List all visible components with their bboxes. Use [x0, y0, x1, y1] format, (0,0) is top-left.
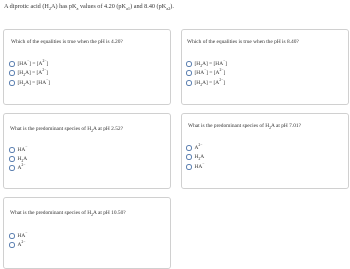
- option-a2[interactable]: [9, 165, 25, 171]
- radio-button[interactable]: [186, 154, 192, 160]
- option-label: $A^{2-}$: [194, 143, 203, 151]
- option-label: HA−: [17, 231, 28, 239]
- radio-button[interactable]: [186, 164, 192, 170]
- radio-button[interactable]: [186, 70, 192, 76]
- question-text: What is the predominant species of $H_2A$ at pH 7.01?: [188, 123, 301, 131]
- option-label: $[H_2A] = [HA^-]$: [194, 59, 228, 69]
- option-label: $H_2A$: [194, 154, 205, 162]
- option-label: HA−: [194, 162, 205, 170]
- radio-button[interactable]: [9, 80, 15, 86]
- option-ha-eq-a2[interactable]: [9, 61, 48, 67]
- option-label: $[H_2A] = [A^{2-}]$: [194, 78, 226, 88]
- option-ha-eq-a2[interactable]: [186, 70, 225, 76]
- option-h2a[interactable]: [9, 156, 27, 162]
- problem-statement: A diprotic acid $(H_2A)$ has $pK_a$ values of 4.20 $(pK_{a1})$ and 8.40 $(pK_{a2})$.: [4, 3, 174, 12]
- question-panel-ph-4-20: [3, 29, 171, 105]
- option-ha[interactable]: [9, 147, 27, 153]
- question-panel-ph-10-50: [3, 197, 171, 269]
- question-panel-ph-8-40: [181, 29, 349, 105]
- option-a2[interactable]: [9, 242, 25, 248]
- option-h2a-eq-ha[interactable]: [186, 61, 227, 67]
- option-h2a-eq-a2[interactable]: [9, 70, 48, 76]
- question-text: What is the predominant species of $H_2A$ at pH 10.50?: [10, 210, 126, 218]
- option-label: $A^{2-}$: [17, 163, 26, 171]
- radio-button[interactable]: [9, 61, 15, 67]
- question-panel-ph-2-52: [3, 113, 171, 189]
- question-text: What is the predominant species of $H_2A$ at pH 2.52?: [10, 126, 123, 134]
- option-label: HA−: [17, 145, 28, 153]
- radio-button[interactable]: [186, 80, 192, 86]
- option-label: $[HA^-] = [A^{2-}]$: [194, 68, 226, 76]
- option-h2a-eq-ha[interactable]: [9, 80, 50, 86]
- radio-button[interactable]: [186, 61, 192, 67]
- radio-button[interactable]: [9, 156, 15, 162]
- option-ha[interactable]: [9, 233, 27, 239]
- option-label: $[H_2A] = [A^{2-}]$: [17, 68, 49, 78]
- radio-button[interactable]: [186, 145, 192, 151]
- question-panel-ph-7-01: [181, 113, 349, 189]
- question-text: Which of the equalities is true when the pH is 4.20?: [11, 39, 123, 45]
- option-label: $A^{2-}$: [17, 240, 26, 248]
- radio-button[interactable]: [9, 70, 15, 76]
- radio-button[interactable]: [9, 147, 15, 153]
- question-text: Which of the equalities is true when the pH is 8.40?: [187, 39, 299, 45]
- option-a2[interactable]: [186, 145, 202, 151]
- option-ha[interactable]: [186, 164, 204, 170]
- option-h2a[interactable]: [186, 154, 204, 160]
- option-h2a-eq-a2[interactable]: [186, 80, 225, 86]
- option-label: $[H_2A] = [HA^-]$: [17, 78, 51, 88]
- radio-button[interactable]: [9, 233, 15, 239]
- option-label: $[HA^-] = [A^{2-}]$: [17, 59, 49, 67]
- option-label: $H_2A$: [17, 156, 28, 164]
- radio-button[interactable]: [9, 165, 15, 171]
